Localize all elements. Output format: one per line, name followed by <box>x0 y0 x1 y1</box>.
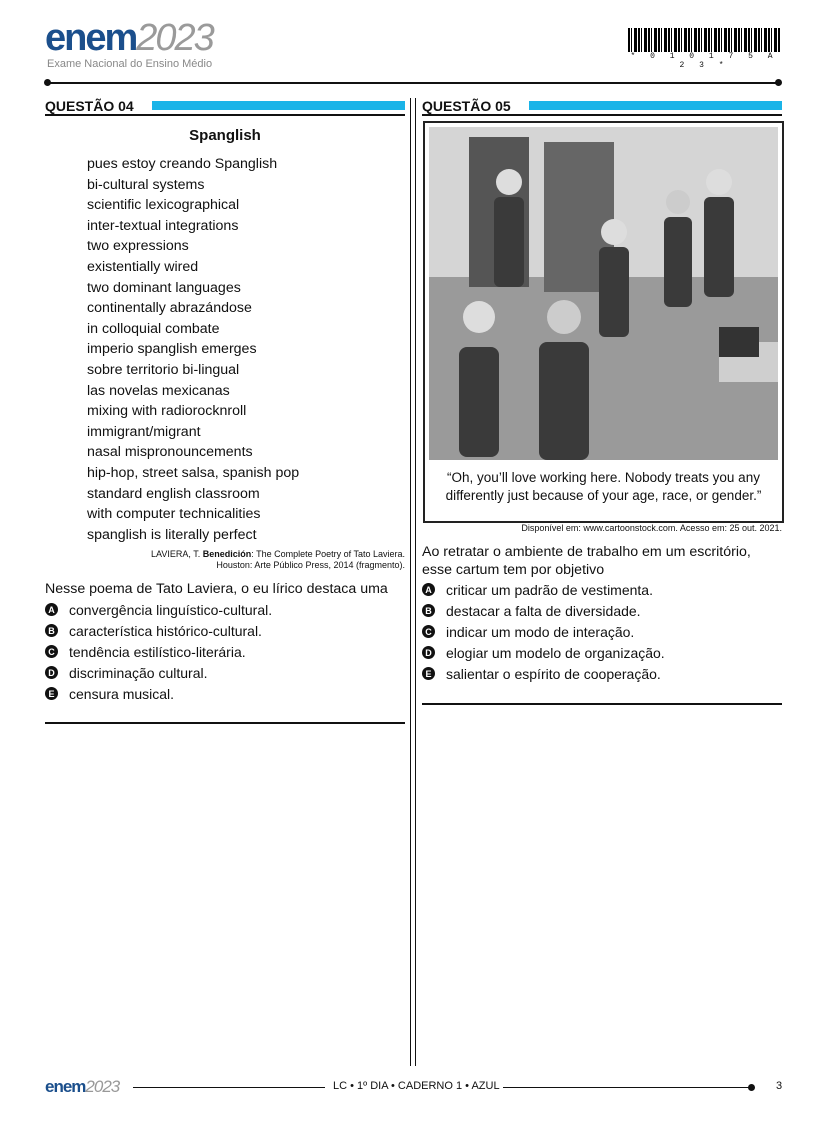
option-letter-badge: E <box>422 667 435 680</box>
poem-line: two expressions <box>87 238 189 255</box>
option-letter-badge: B <box>45 624 58 637</box>
rule-dot <box>44 79 51 86</box>
option-text: censura musical. <box>69 685 175 702</box>
option-text: salientar o espírito de cooperação. <box>446 665 661 682</box>
option-letter-badge: B <box>422 604 435 617</box>
question-04-options <box>45 599 272 704</box>
poem-line: standard english classroom <box>87 485 260 502</box>
poem-source: LAVIERA, T. Benedición: The Complete Poetry of Tato Laviera. Houston: Arte Público Press, 2014 (fragmento). <box>151 549 405 570</box>
poem-line: pues estoy creando Spanglish <box>87 156 278 172</box>
footer-info: LC • 1º DIA • CADERNO 1 • AZUL <box>333 1080 500 1092</box>
header-rule <box>47 82 779 84</box>
poem-line: two dominant languages <box>87 279 241 296</box>
cartoon-caption: “Oh, you’ll love working here. Nobody treats you any differently just because of your age, race, or gender.” <box>445 470 762 503</box>
page-number: 3 <box>776 1080 783 1092</box>
option-text: tendência estilístico-literária. <box>69 643 246 660</box>
cartoon-source: Disponível em: www.cartoonstock.com. Acesso em: 25 out. 2021. <box>521 523 782 533</box>
poem-line: las novelas mexicanas <box>87 382 230 399</box>
poem-line: continentally abrazándose <box>87 300 252 317</box>
cartoon-illustration <box>429 127 778 460</box>
option-text: discriminação cultural. <box>69 664 208 681</box>
answer-option[interactable] <box>45 662 272 683</box>
question-04-end-rule <box>45 722 405 724</box>
barcode-text: * 0 1 0 1 7 5 A 2 3 * <box>630 52 778 70</box>
question-05-end-rule <box>422 703 782 705</box>
office-cartoon <box>423 121 784 523</box>
poem-line: bi-cultural systems <box>87 176 205 193</box>
answer-option[interactable] <box>422 642 665 663</box>
answer-option[interactable] <box>422 663 665 684</box>
poem-line: hip-hop, street salsa, spanish pop <box>87 464 300 481</box>
option-letter-badge: E <box>45 687 58 700</box>
poem-line: nasal mispronouncements <box>87 444 253 461</box>
option-text: convergência linguístico-cultural. <box>69 601 273 618</box>
enem-logo: enem2023 <box>45 17 213 59</box>
footer-logo: enem2023 <box>45 1077 120 1096</box>
option-text: característica histórico-cultural. <box>69 622 262 639</box>
answer-option[interactable] <box>45 620 272 641</box>
poem-line: mixing with radiorocknroll <box>87 403 247 420</box>
footer-rule <box>133 1087 325 1088</box>
poem <box>87 154 299 545</box>
option-letter-badge: D <box>45 666 58 679</box>
poem-line: spanglish is literally perfect <box>87 526 257 543</box>
poem-line: sobre territorio bi-lingual <box>87 361 240 378</box>
option-letter-badge: C <box>45 645 58 658</box>
answer-option[interactable] <box>45 599 272 620</box>
column-divider <box>410 98 416 1066</box>
option-text: elogiar um modelo de organização. <box>446 644 665 661</box>
question-05-options <box>422 579 665 684</box>
poem-line: in colloquial combate <box>87 320 220 337</box>
poem-line: immigrant/migrant <box>87 423 201 440</box>
logo-subtitle: Exame Nacional do Ensino Médio <box>47 58 213 70</box>
answer-option[interactable] <box>45 641 272 662</box>
question-04-header: QUESTÃO 04 <box>45 97 405 116</box>
rule-dot <box>775 79 782 86</box>
option-letter-badge: D <box>422 646 435 659</box>
option-letter-badge: A <box>422 583 435 596</box>
option-text: indicar um modo de interação. <box>446 623 635 640</box>
poem-line: imperio spanglish emerges <box>87 341 257 358</box>
poem-title: Spanglish <box>189 127 261 144</box>
option-text: destacar a falta de diversidade. <box>446 602 641 619</box>
option-text: criticar um padrão de vestimenta. <box>446 581 653 598</box>
barcode <box>628 28 780 52</box>
poem-line: with computer technicalities <box>87 506 261 523</box>
answer-option[interactable] <box>422 579 665 600</box>
option-letter-badge: C <box>422 625 435 638</box>
poem-line: scientific lexicographical <box>87 197 240 214</box>
question-05-header: QUESTÃO 05 <box>422 97 782 116</box>
footer-dot <box>748 1084 755 1091</box>
poem-line: inter-textual integrations <box>87 217 239 234</box>
question-04-stem: Nesse poema de Tato Laviera, o eu lírico destaca uma <box>45 581 388 597</box>
question-05-stem: Ao retratar o ambiente de trabalho em um escritório, esse cartum tem por objetivo <box>422 544 751 578</box>
answer-option[interactable] <box>422 600 665 621</box>
poem-line: existentially wired <box>87 258 199 275</box>
option-letter-badge: A <box>45 603 58 616</box>
footer-rule <box>503 1087 751 1088</box>
answer-option[interactable] <box>45 683 272 704</box>
answer-option[interactable] <box>422 621 665 642</box>
